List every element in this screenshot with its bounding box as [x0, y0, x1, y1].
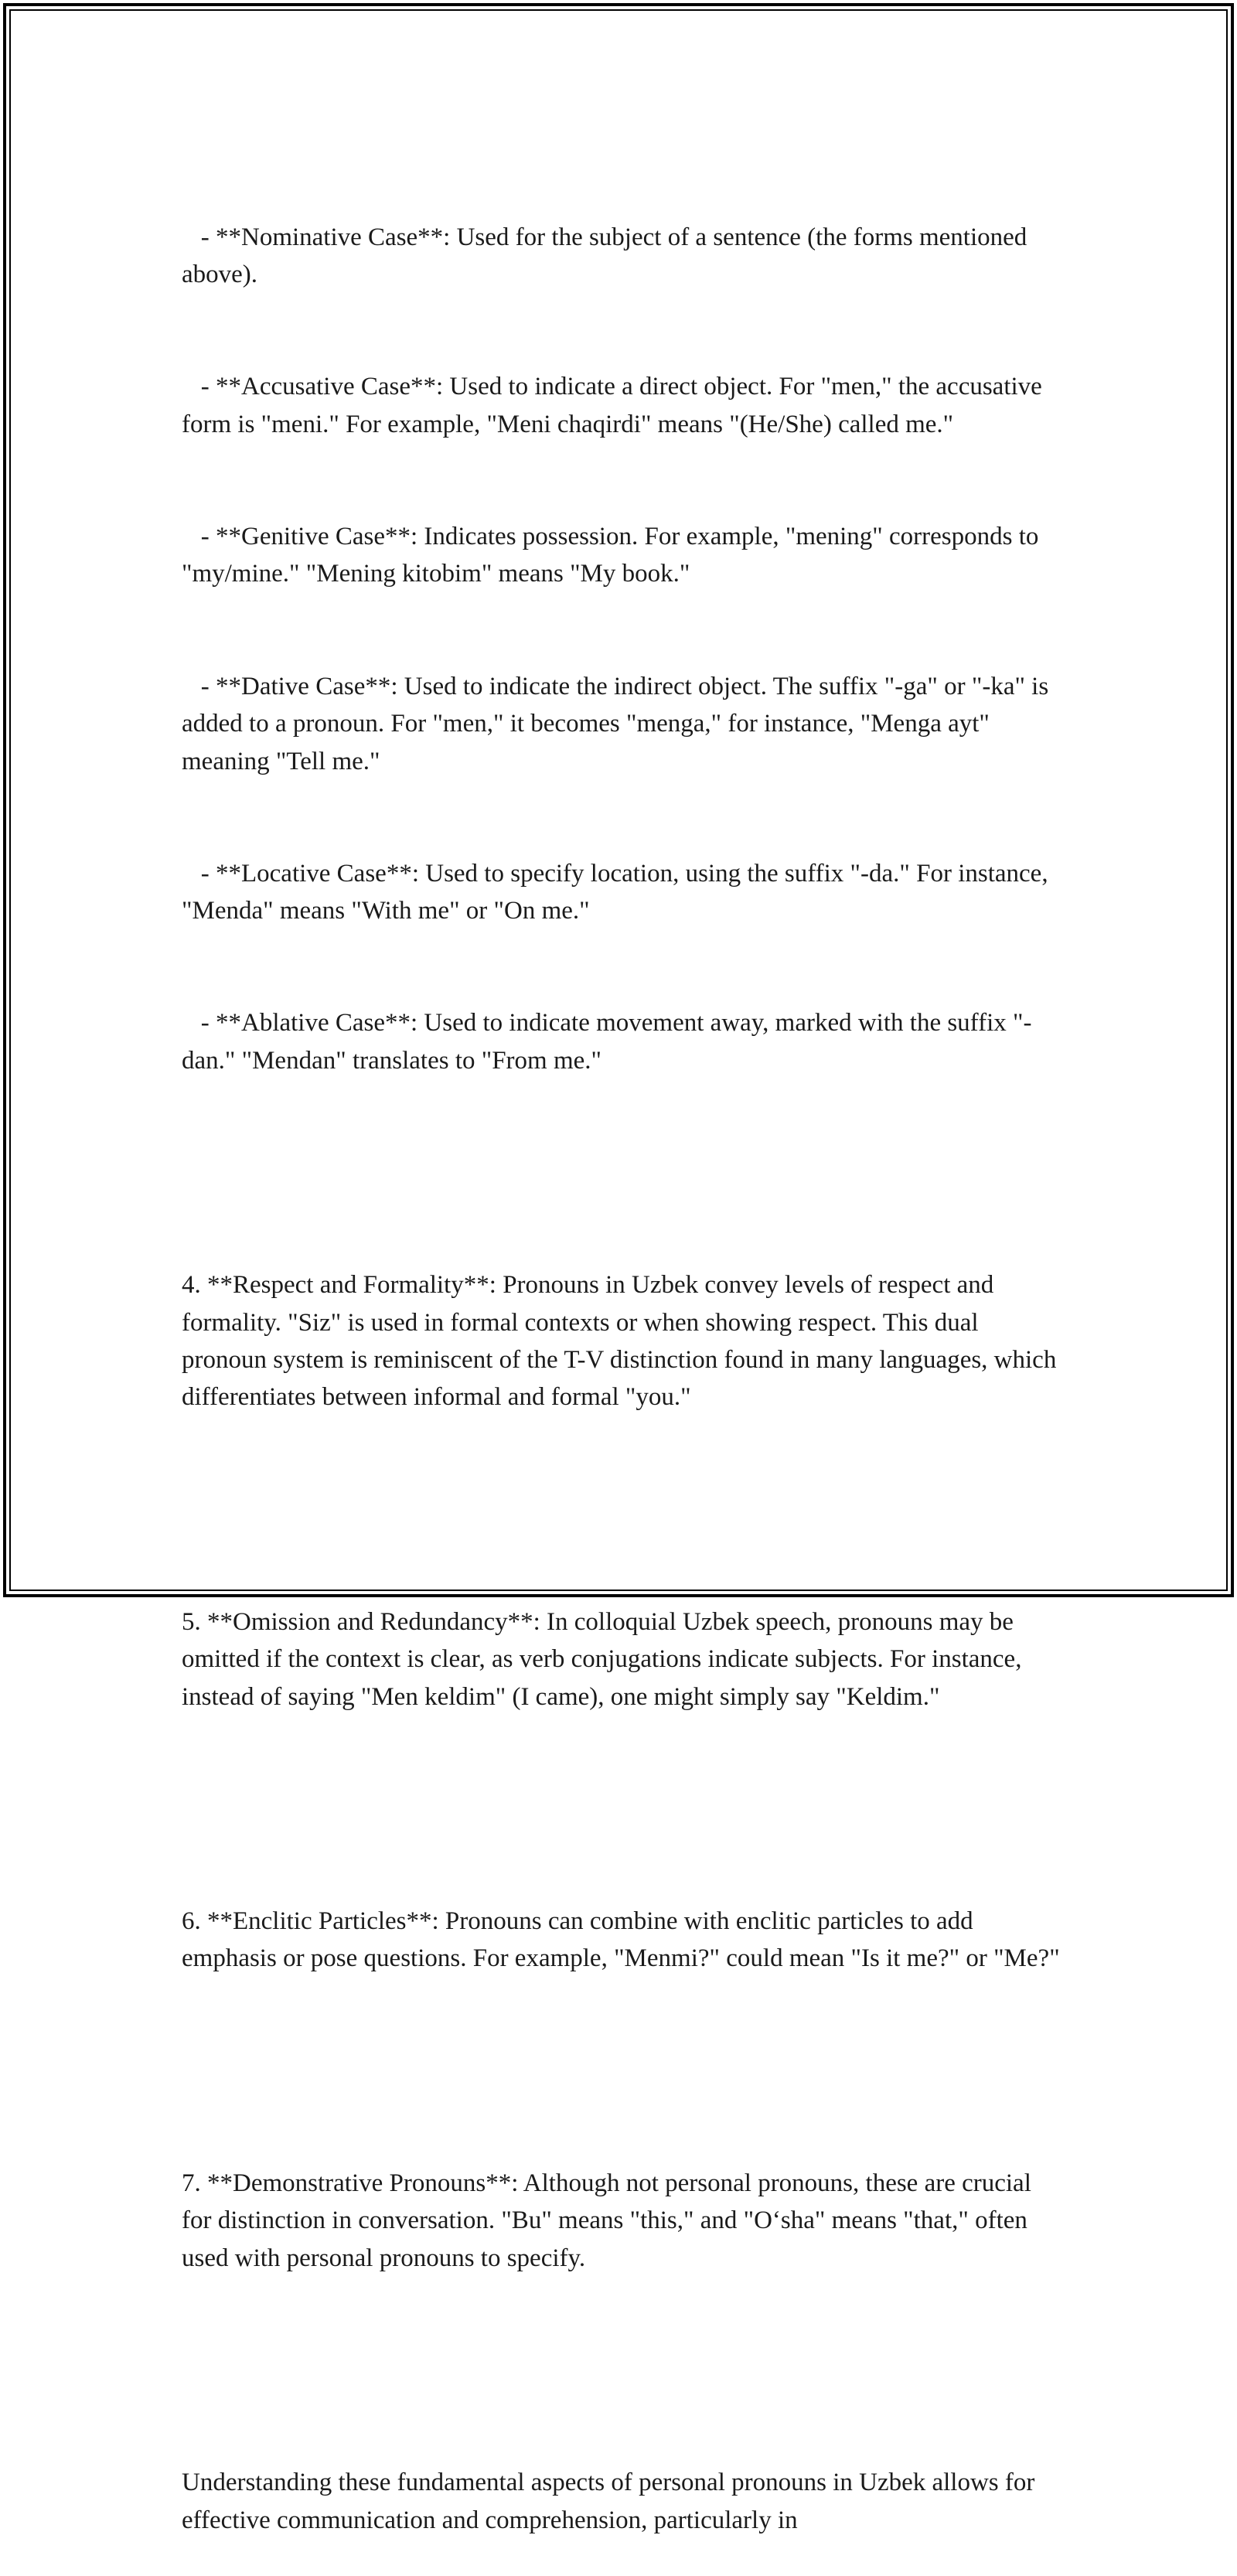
paragraph-respect-formality: 4. **Respect and Formality**: Pronouns in Uzbek convey levels of respect and formality. "Siz" is used in formal contexts or when showing respect. This dual pronoun system is reminiscent of the T-V distinction found in many languages, which differentiates between informal and formal "you.": [182, 1271, 1063, 1412]
paragraph-gap: [182, 1491, 1063, 1528]
paragraph-gap: [182, 1154, 1063, 1191]
paragraph-gap: [182, 2352, 1063, 2389]
paragraph-gap: [182, 1791, 1063, 1828]
paragraph-demonstrative-pronouns: 7. **Demonstrative Pronouns**: Although not personal pronouns, these are crucial for distinction in conversation. "Bu" means "this," and "O‘sha" means "that," often used with personal pronouns to specify.: [182, 2169, 1038, 2272]
case-item-locative: - **Locative Case**: Used to specify location, using the suffix "-da." For instance, "Menda" means "With me" or "On me.": [182, 859, 1055, 925]
document-body: [182, 144, 1063, 2576]
case-item-dative: - **Dative Case**: Used to indicate the indirect object. The suffix "-ga" or "-ka" is added to a pronoun. For "men," it becomes "menga," for instance, "Menga ayt" meaning "Tell me.": [182, 672, 1055, 775]
case-item-accusative: - **Accusative Case**: Used to indicate a direct object. For "men," the accusative form is "meni." For example, "Meni chaqirdi" means "(He/She) called me.": [182, 373, 1049, 438]
paragraph-enclitic-particles: 6. **Enclitic Particles**: Pronouns can combine with enclitic particles to add emphasis or pose questions. For example, "Menmi?" could mean "Is it me?" or "Me?": [182, 1907, 1060, 1973]
paragraph-gap: [182, 2053, 1063, 2090]
case-item-genitive: - **Genitive Case**: Indicates possession. For example, "mening" corresponds to "my/mine." "Mening kitobim" means "My book.": [182, 523, 1045, 588]
paragraph-omission-redundancy: 5. **Omission and Redundancy**: In colloquial Uzbek speech, pronouns may be omitted if the context is clear, as verb conjugations indicate subjects. For instance, instead of saying "Men keldim" (I came), one might simply say "Keldim.": [182, 1607, 1028, 1711]
case-item-nominative: - **Nominative Case**: Used for the subject of a sentence (the forms mentioned above).: [182, 223, 1034, 289]
case-item-ablative: - **Ablative Case**: Used to indicate movement away, marked with the suffix "-dan." "Mendan" translates to "From me.": [182, 1009, 1032, 1075]
paragraph-conclusion: Understanding these fundamental aspects of personal pronouns in Uzbek allows for effective communication and comprehension, particularly in: [182, 2469, 1041, 2534]
